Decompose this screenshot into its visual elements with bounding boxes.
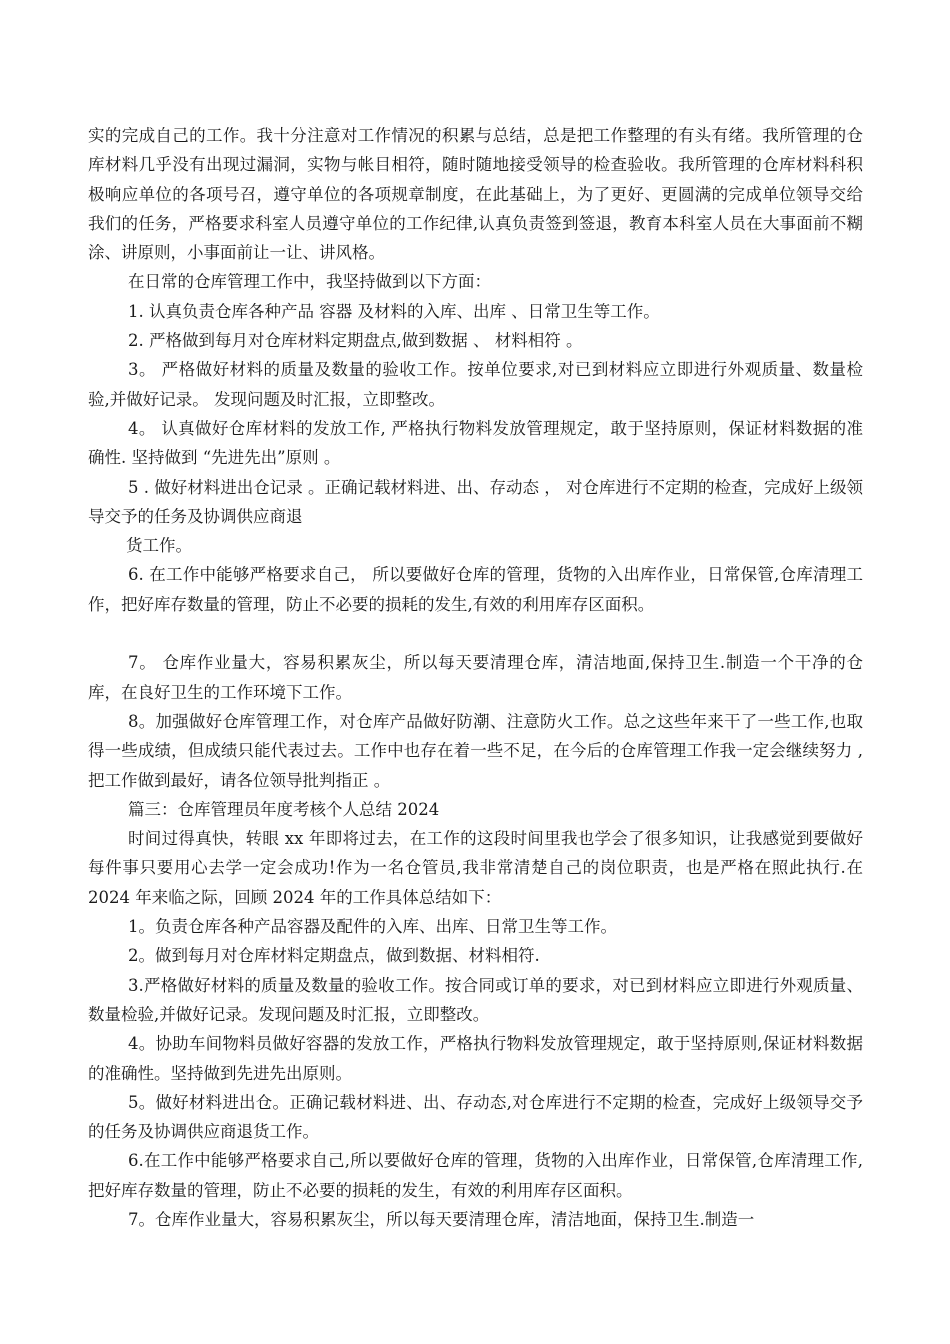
document-body bbox=[88, 121, 863, 1234]
list-item-8: 8。加强做好仓库管理工作，对仓库产品做好防潮、注意防火工作。总之这些年来干了一些工作,也取得一些成绩，但成绩只能代表过去。工作中也存在着一些不足，在今后的仓库管理工作我一定会继续努力 ,把工作做到最好，请各位领导批判指正 。 bbox=[88, 711, 863, 790]
list-item-1: 1. 认真负责仓库各种产品 容器 及材料的入库、出库 、日常卫生等工作。 bbox=[128, 301, 660, 321]
paragraph-section-intro: 时间过得真快，转眼 xx 年即将过去，在工作的这段时间里我也学会了很多知识，让我感觉到要做好每件事只要用心去学一定会成功!作为一名仓管员,我非常清楚自己的岗位职责，也是严格在照此执行.在 2024 年来临之际，回顾 2024 年的工作具体总结如下： bbox=[88, 829, 863, 907]
list-item-2: 2. 严格做到每月对仓库材料定期盘点,做到数据 、 材料相符 。 bbox=[128, 331, 583, 351]
list-item-b1: 1。负责仓库各种产品容器及配件的入库、出库、日常卫生等工作。 bbox=[128, 917, 617, 937]
list-item-b7: 7。仓库作业量大，容易积累灰尘，所以每天要清理仓库，清洁地面，保持卫生.制造一 bbox=[128, 1209, 755, 1229]
list-item-b2: 2。做到每月对仓库材料定期盘点，做到数据、材料相符. bbox=[128, 946, 540, 966]
list-item-5-continuation: 货工作。 bbox=[126, 536, 192, 556]
list-item-b6: 6.在工作中能够严格要求自己,所以要做好仓库的管理，货物的入出库作业，日常保管,仓库清理工作,把好库存数量的管理，防止不必要的损耗的发生，有效的利用库存区面积。 bbox=[88, 1151, 863, 1200]
paragraph-lead: 在日常的仓库管理工作中，我坚持做到以下方面： bbox=[128, 272, 491, 292]
list-item-4: 4。 认真做好仓库材料的发放工作, 严格执行物料发放管理规定，敢于坚持原则，保证材料数据的准确性. 坚持做到 “先进先出”原则 。 bbox=[88, 418, 863, 468]
section-heading: 篇三：仓库管理员年度考核个人总结 2024 bbox=[128, 799, 440, 819]
list-item-7: 7。 仓库作业量大，容易积累灰尘，所以每天要清理仓库，清洁地面,保持卫生.制造一个干净的仓库，在良好卫生的工作环境下工作。 bbox=[88, 653, 863, 702]
list-item-5: 5 . 做好材料进出仓记录 。正确记载材料进、出、存动态 ， 对仓库进行不定期的检查，完成好上级领导交予的任务及协调供应商退 bbox=[88, 477, 863, 526]
blank-line bbox=[88, 619, 863, 648]
list-item-b3: 3.严格做好材料的质量及数量的验收工作。按合同或订单的要求，对已到材料应立即进行外观质量、数量检验,并做好记录。发现问题及时汇报，立即整改。 bbox=[88, 975, 863, 1024]
list-item-6: 6. 在工作中能够严格要求自己， 所以要做好仓库的管理，货物的入出库作业，日常保管,仓库清理工作，把好库存数量的管理，防止不必要的损耗的发生,有效的利用库存区面积。 bbox=[88, 565, 863, 614]
list-item-3: 3。 严格做好材料的质量及数量的验收工作。按单位要求,对已到材料应立即进行外观质量、数量检验,并做好记录。 发现问题及时汇报，立即整改。 bbox=[88, 360, 863, 409]
list-item-b4: 4。协助车间物料员做好容器的发放工作，严格执行物料发放管理规定，敢于坚持原则,保证材料数据的准确性。坚持做到先进先出原则。 bbox=[88, 1034, 863, 1083]
paragraph-intro: 实的完成自己的工作。我十分注意对工作情况的积累与总结，总是把工作整理的有头有绪。我所管理的仓库材料几乎没有出现过漏洞，实物与帐目相符，随时随地接受领导的检查验收。我所管理的仓库材料科积极响应单位的各项号召，遵守单位的各项规章制度，在此基础上，为了更好、更圆满的完成单位领导交给我们的任务，严格要求科室人员遵守单位的工作纪律,认真负责签到签退，教育本科室人员在大事面前不糊涂、讲原则，小事面前让一让、讲风格。 bbox=[88, 126, 863, 263]
list-item-b5: 5。做好材料进出仓。正确记载材料进、出、存动态,对仓库进行不定期的检查，完成好上级领导交予的任务及协调供应商退货工作。 bbox=[88, 1092, 863, 1142]
